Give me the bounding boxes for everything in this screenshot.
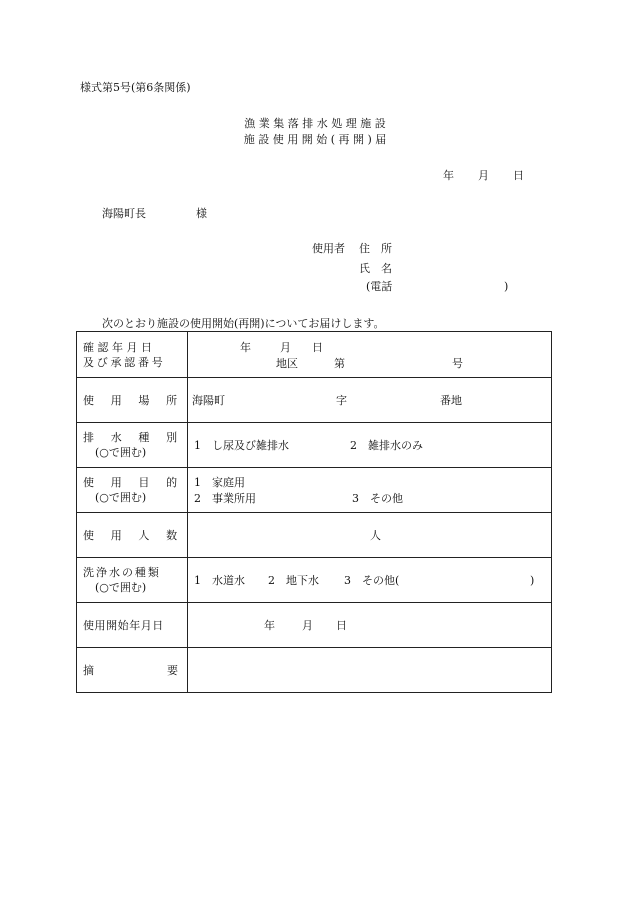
drainage-option-1[interactable]: 1 し尿及び雑排水 [194,439,289,452]
water-option-2[interactable]: 2 地下水 [268,574,319,587]
applicant-label: 使用者 [312,242,345,255]
field-people[interactable] [188,513,552,558]
field-remarks[interactable] [188,648,552,693]
phone-close: ) [504,280,509,293]
label-confirmation-line2: 及び承認番号 [83,355,166,369]
label-people [77,513,188,558]
label-purpose-text: 使 用 目 的 [83,476,184,489]
date-year: 年 [443,169,454,182]
location-aza: 字 [336,394,347,407]
start-year: 年 [264,619,275,632]
label-purpose-note: (○で囲む) [95,491,147,504]
label-start-date [77,603,188,648]
form-number: 様式第5号(第6条関係) [80,81,191,94]
label-drainage [77,423,188,468]
address-label: 住 所 [359,242,392,255]
purpose-option-1[interactable]: 1 家庭用 [194,476,245,489]
field-confirmation[interactable] [188,332,552,378]
date-day: 日 [513,169,524,182]
label-confirmation [77,332,188,378]
label-location [77,378,188,423]
water-option-3[interactable]: 3 その他( [344,574,400,587]
title-line-2: 施 設 使 用 開 始 ( 再 開 ) 届 [243,133,387,146]
label-drainage-note: (○で囲む) [95,446,147,459]
row-drainage-type [77,423,552,468]
drainage-option-2[interactable]: 2 雑排水のみ [350,439,423,452]
label-people-text: 使 用 人 数 [83,528,184,542]
label-drainage-text: 排 水 種 別 [83,431,184,444]
row-location [77,378,552,423]
confirm-dai: 第 [334,357,345,370]
addressee-name: 海陽町長 [102,207,146,220]
field-start-date[interactable] [188,603,552,648]
field-water[interactable] [188,558,552,603]
purpose-option-3[interactable]: 3 その他 [352,492,403,505]
row-remarks [77,648,552,693]
name-label: 氏 名 [359,262,392,275]
date-month: 月 [478,169,489,182]
label-remarks-right: 要 [167,664,178,677]
row-confirmation [77,332,552,378]
label-water-text: 洗浄水の種類 [83,566,161,579]
label-location-text: 使 用 場 所 [83,393,184,407]
start-month: 月 [302,619,313,632]
confirm-month: 月 [280,341,291,354]
label-remarks [77,648,188,693]
label-water-note: (○で囲む) [95,581,147,594]
start-day: 日 [336,619,347,632]
phone-label: (電話 [366,280,393,293]
field-purpose[interactable] [188,468,552,513]
intro-text: 次のとおり施設の使用開始(再開)についてお届けします。 [102,317,385,330]
location-town: 海陽町 [192,394,225,407]
row-start-date [77,603,552,648]
location-banchi: 番地 [440,394,462,407]
purpose-option-2[interactable]: 2 事業所用 [194,492,256,505]
row-water-type [77,558,552,603]
water-other-close: ) [530,574,535,587]
label-purpose [77,468,188,513]
label-start-date-text: 使用開始年月日 [83,618,164,632]
people-unit: 人 [370,529,381,542]
row-purpose [77,468,552,513]
confirm-year: 年 [240,341,251,354]
row-people [77,513,552,558]
confirm-district: 地区 [276,357,298,370]
confirm-day: 日 [312,341,323,354]
label-confirmation-line1: 確 認 年 月 日 [83,340,152,354]
label-water [77,558,188,603]
water-option-1[interactable]: 1 水道水 [194,574,245,587]
field-drainage[interactable] [188,423,552,468]
label-remarks-left: 摘 [83,664,94,677]
field-location[interactable] [188,378,552,423]
title-line-1: 漁 業 集 落 排 水 処 理 施 設 [244,117,386,130]
application-form-table [76,331,552,693]
addressee-honorific: 様 [196,207,207,220]
confirm-go: 号 [452,357,463,370]
